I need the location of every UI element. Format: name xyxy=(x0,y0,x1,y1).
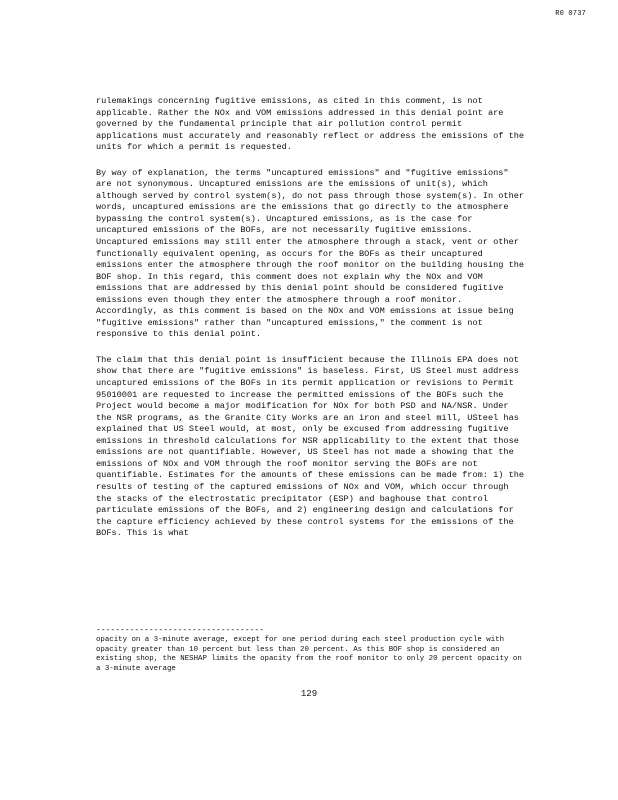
body-text xyxy=(96,96,526,554)
paragraph-3: The claim that this denial point is insufficient because the Illinois EPA does not show that there are "fugitive emissions" is baseless. First, US Steel must address uncaptured emissions of the BOFs in its permit application or revisions to Permit 95010001 are requested to increase the permitted emissions of the BOFs such the Project would become a major modification for NOx for both PSD and NA/NSR. Under the NSR programs, as the Granite City Works are an iron and steel mill, USteel has explained that US Steel would, at most, only be excused from addressing fugitive emissions in threshold calculations for NSR applicability to the extent that those emissions are not quantifiable. However, US Steel has not made a showing that the emissions of NOx and VOM through the roof monitor serving the BOFs are not quantifiable. Estimates for the amounts of these emissions can be made from: 1) the results of testing of the captured emissions of NOx and VOM, which occur through the stacks of the electrostatic precipitator (ESP) and baghouse that control particulate emissions of the BOFs, and 2) engineering design and calculations for the capture efficiency achieved by these control systems for the emissions of the BOFs. This is what xyxy=(96,354,525,539)
document-id: R0 0737 xyxy=(555,10,586,18)
footnote-separator: ----------------------------------- xyxy=(96,626,265,635)
paragraph-1: rulemakings concerning fugitive emissions, as cited in this comment, is not applicable. Rather the NOx and VOM emissions addressed in this denial point are governed by the fundamental principle that air pollution control permit applications must accurately and reasonably reflect or address the emissions of the units for which a permit is requested. xyxy=(96,96,525,153)
paragraph-2: By way of explanation, the terms "uncaptured emissions" and "fugitive emissions" are not synonymous. Uncaptured emissions are the emissions of unit(s), which although served by control system(s), do not pass through those system(s). In other words, uncaptured emissions are the emissions that go directly to the atmosphere bypassing the control system(s). Uncaptured emissions, as is the case for uncaptured emissions of the BOFs, are not necessarily fugitive emissions. Uncaptured emissions may still enter the atmosphere through a stack, vent or other functionally equivalent opening, as occurs for the BOFs as their uncaptured emissions enter the atmosphere through the roof monitor on the building housing the BOF shop. In this regard, this comment does not explain why the NOx and VOM emissions that are addressed by this denial point should be considered fugitive emissions even though they enter the atmosphere through a roof monitor. Accordingly, as this comment is based on the NOx and VOM emissions at issue being "fugitive emissions" rather than "uncaptured emissions," the comment is not responsive to this denial point. xyxy=(96,167,525,340)
footnote: opacity on a 3-minute average, except for one period during each steel production cycle with opacity greater than 10 percent but less than 20 percent. As this BOF shop is considered an existing shop, the NESHAP limits the opacity from the roof monitor to only 20 percent opacity on a 3-minute average xyxy=(96,636,522,673)
page-number: 129 xyxy=(300,689,318,699)
